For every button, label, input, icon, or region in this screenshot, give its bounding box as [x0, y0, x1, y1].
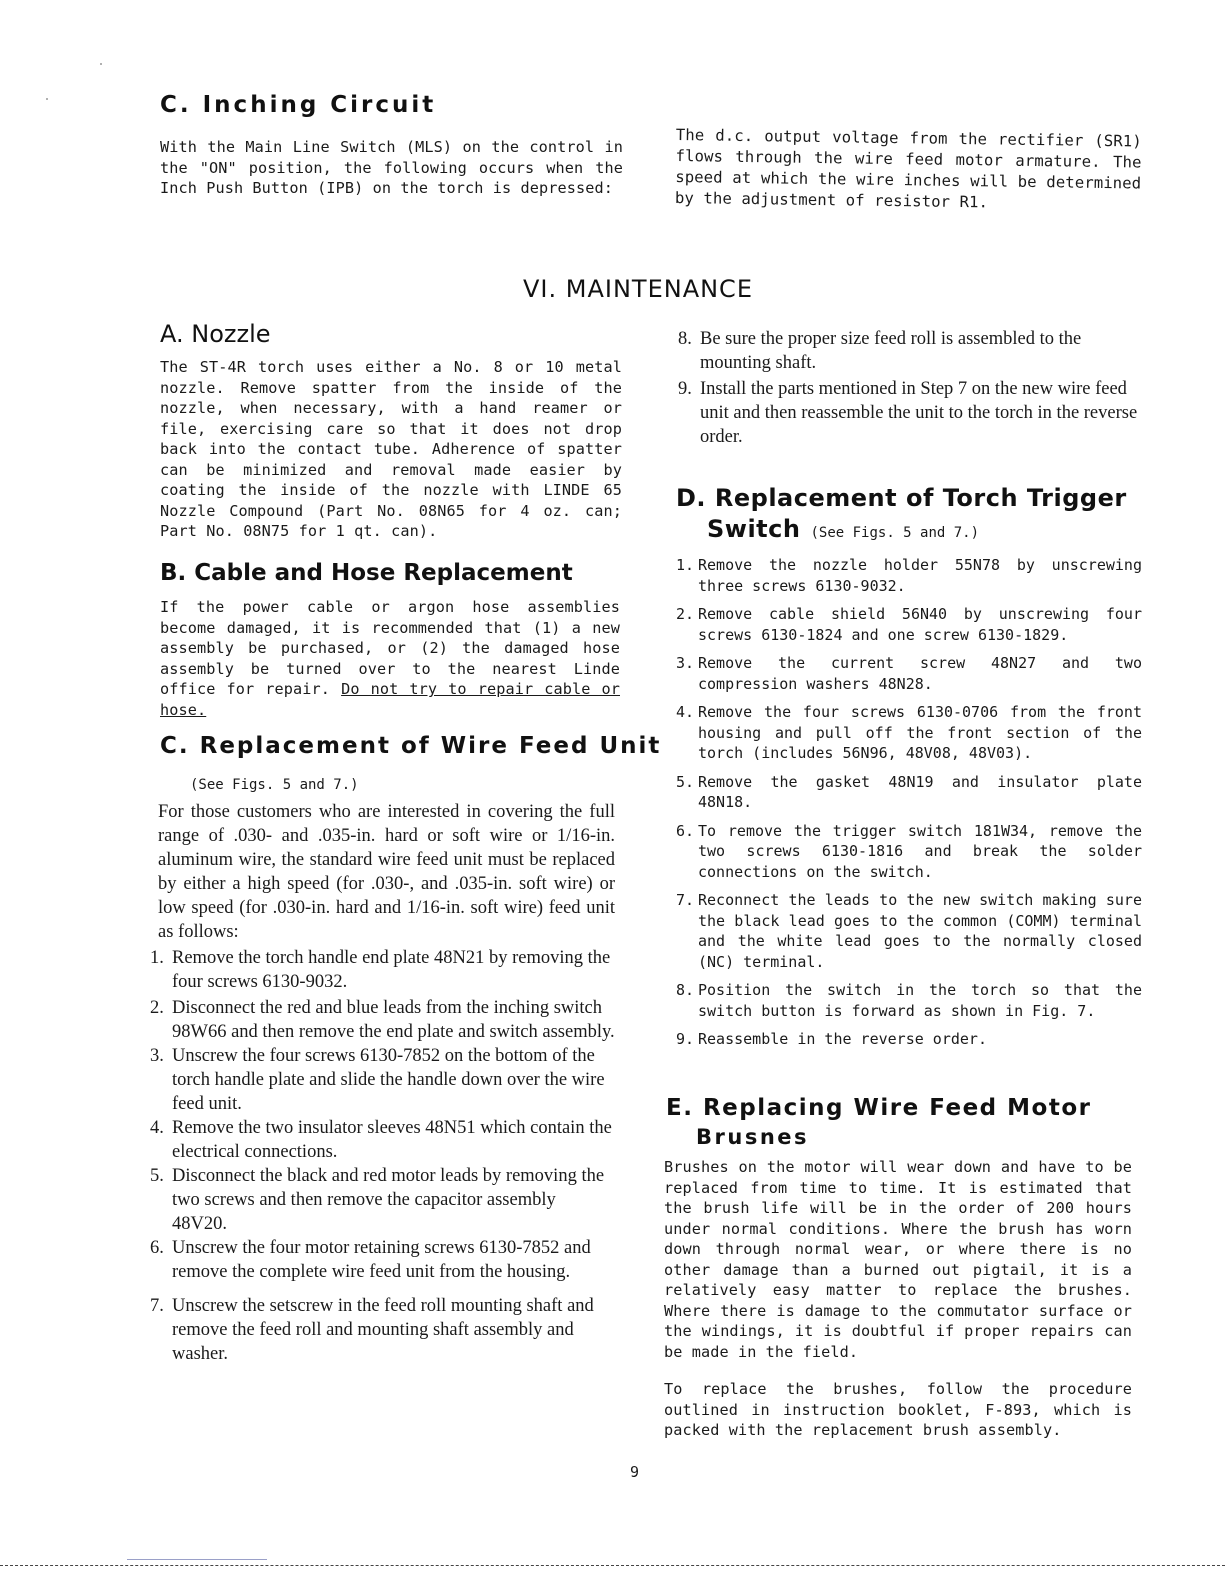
list-item: 1. Remove the torch handle end plate 48N21 by removing the four screws 6130-9032. — [150, 948, 611, 992]
scan-speck — [100, 63, 102, 65]
list-item: 9. Install the parts mentioned in Step 7 on the new wire feed unit and then reassemble the unit to the torch in the reverse order. — [678, 379, 1138, 447]
list-item: 7. Reconnect the leads to the new switch making sure the black lead goes to the common (COMM) terminal and the white lead goes to the normally closed (NC) terminal. — [676, 891, 1142, 971]
cable-warning: Do not try to repair cable or hose. — [160, 680, 620, 719]
wirefeed-steps — [150, 946, 615, 1366]
list-item: 8. Be sure the proper size feed roll is assembled to the mounting shaft. — [678, 329, 1082, 373]
trigger-heading-word: Switch — [707, 515, 801, 543]
inching-heading: C. Inching Circuit — [160, 92, 437, 118]
brushes-text2: To replace the brushes, follow the procedure outlined in instruction booklet, F-893, which is packed with the replacement brush assembly. — [664, 1380, 1132, 1439]
wirefeed-heading: C. Replacement of Wire Feed Unit — [160, 733, 662, 759]
cable-heading: B. Cable and Hose Replacement — [160, 560, 573, 586]
list-item: 7. Unscrew the setscrew in the feed roll mounting shaft and remove the feed roll and mounting shaft assembly and washer. — [150, 1296, 594, 1364]
page-number: 9 — [630, 1463, 640, 1481]
list-item: 2. Disconnect the red and blue leads from the inching switch 98W66 and then remove the end plate and switch assembly. — [150, 998, 615, 1042]
list-item: 4. Remove the two insulator sleeves 48N51 which contain the electrical connections. — [150, 1118, 612, 1162]
wirefeed-steps-cont — [678, 327, 1144, 449]
scan-speck — [46, 98, 48, 100]
scan-edge-line — [127, 1559, 267, 1560]
list-item: 8. Position the switch in the torch so that the switch button is forward as shown in Fig. 7. — [676, 981, 1142, 1020]
inching-left-text: With the Main Line Switch (MLS) on the control in the "ON" position, the following occurs when the Inch Push Button (IPB) on the torch is depressed: — [160, 138, 623, 197]
list-item: 5. Disconnect the black and red motor leads by removing the two screws and then remove the capacitor assembly 48V20. — [150, 1166, 605, 1234]
trigger-heading: D. Replacement of Torch Trigger — [676, 484, 1127, 512]
list-item: 6. Unscrew the four motor retaining screws 6130-7852 and remove the complete wire feed unit from the housing. — [150, 1238, 591, 1282]
list-item: 2. Remove cable shield 56N40 by unscrewing four screws 6130-1824 and one screw 6130-1829. — [676, 605, 1142, 644]
section-title: VI. MAINTENANCE — [523, 275, 753, 303]
nozzle-heading: A. Nozzle — [160, 320, 271, 348]
wirefeed-intro: For those customers who are interested in covering the full range of .030- and .035-in. hard or soft wire or 1/16-in. aluminum wire, the standard wire feed unit must be replaced by either a high speed (for .030-, and .035-in. soft wire) or low speed (for .030-in. hard and 1/16-in. soft wire) feed unit as follows: — [158, 802, 615, 942]
nozzle-text: The ST-4R torch uses either a No. 8 or 10 metal nozzle. Remove spatter from the inside of the nozzle, when necessary, with a hand reamer or file, exercising care so that it does not drop back into the contact tube. Adherence of spatter can be minimized and removal made easier by coating the inside of the nozzle with LINDE 65 Nozzle Compound (Part No. 08N65 for 4 oz. can; Part No. 08N75 for 1 qt. can). — [160, 358, 622, 540]
wirefeed-see: (See Figs. 5 and 7.) — [190, 777, 359, 793]
list-item: 5. Remove the gasket 48N19 and insulator plate 48N18. — [676, 772, 1142, 811]
list-item: 9. Reassemble in the reverse order. — [676, 1030, 987, 1048]
list-item: 1. Remove the nozzle holder 55N78 by unscrewing three screws 6130-9032. — [676, 556, 1142, 595]
list-item: 3. Remove the current screw 48N27 and two compression washers 48N28. — [676, 654, 1142, 693]
inching-right-text: The d.c. output voltage from the rectifier (SR1) flows through the wire feed motor armature. The speed at which the wire inches will be determined by the adjustment of resistor R1. — [674, 125, 1142, 212]
brushes-heading-line2: Brusnes — [696, 1125, 810, 1149]
scan-edge-line — [0, 1565, 1225, 1566]
brushes-text1: Brushes on the motor will wear down and have to be replaced from time to time. It is estimated that the brush life will be in the order of 200 hours under normal conditions. Where the brush has worn down through normal wear, or where there is no other damage than a burned out pigtail, it is a relatively easy matter to replace the brushes. Where there is damage to the commutator surface or the windings, it is doubtful if proper repairs can be made in the field. — [664, 1158, 1132, 1361]
trigger-see: (See Figs. 5 and 7.) — [810, 525, 980, 541]
trigger-heading-line2 — [707, 515, 979, 544]
list-item: 6. To remove the trigger switch 181W34, remove the two screws 6130-1816 and break the solder connections on the switch. — [676, 821, 1142, 881]
cable-section — [160, 597, 620, 720]
list-item: 3. Unscrew the four screws 6130-7852 on the bottom of the torch handle plate and slide the handle down over the wire feed unit. — [150, 1046, 605, 1114]
trigger-steps — [676, 555, 1142, 1050]
cable-text: If the power cable or argon hose assemblies become damaged, it is recommended that (1) a new assembly be purchased, or (2) the damaged hose assembly be turned over to the nearest Linde office for repair. — [160, 598, 620, 698]
brushes-heading: E. Replacing Wire Feed Motor — [666, 1095, 1092, 1121]
list-item: 4. Remove the four screws 6130-0706 from the front housing and pull off the front section of the torch (includes 56N96, 48V08, 48V03). — [676, 703, 1142, 762]
